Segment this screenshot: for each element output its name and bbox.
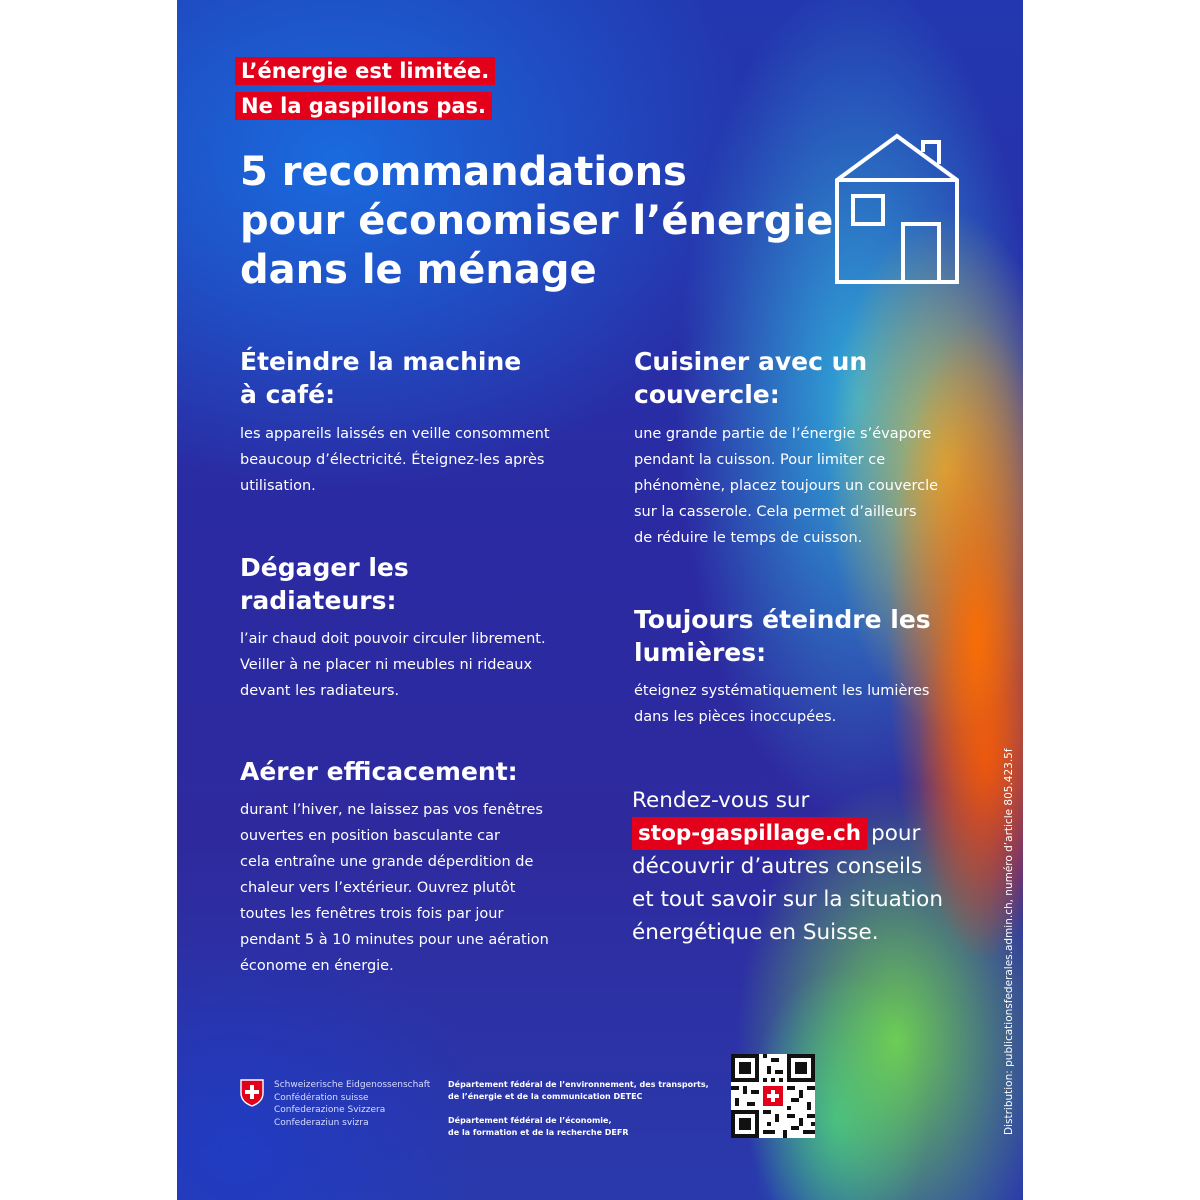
text-line: chaleur vers l’extérieur. Ouvrez plutôt	[240, 880, 516, 896]
heading-line: Dégager les	[240, 553, 409, 582]
tagline-dont-waste: Ne la gaspillons pas.	[235, 92, 492, 120]
department-line: de la formation et de la recherche DEFR	[448, 1128, 629, 1137]
cta-link-line	[632, 817, 972, 850]
text-line: phénomène, placez toujours un couvercle	[634, 478, 939, 494]
text-line: durant l’hiver, ne laissez pas vos fenêtres	[240, 802, 543, 818]
text-line: Veiller à ne placer ni meubles ni rideaux	[240, 657, 533, 673]
text-line: les appareils laissés en veille consomment	[240, 426, 550, 442]
text-line: éteignez systématiquement les lumières	[634, 683, 930, 699]
text-line: sur la casserole. Cela permet d’ailleurs	[634, 504, 917, 520]
heading-line: Toujours éteindre les	[634, 605, 931, 634]
heading-line: radiateurs:	[240, 586, 397, 615]
text-line: cela entraîne une grande déperdition de	[240, 854, 534, 870]
heading-line: Éteindre la machine	[240, 347, 522, 376]
text-line: l’air chaud doit pouvoir circuler librement.	[240, 631, 546, 647]
text-line: devant les radiateurs.	[240, 683, 400, 699]
departments	[448, 1079, 709, 1139]
section-text-couvercle	[634, 421, 938, 551]
department-line: de l’énergie et de la communication DETEC	[448, 1092, 643, 1101]
section-text-lumieres	[634, 678, 929, 730]
house-icon	[835, 132, 959, 286]
text-line: économe en énergie.	[240, 958, 394, 974]
section-heading-cafe	[240, 345, 521, 411]
section-text-aerer	[240, 797, 549, 979]
text-line: utilisation.	[240, 478, 316, 494]
section-heading-couvercle	[634, 345, 867, 411]
title-line: pour économiser l’énergie	[240, 198, 834, 244]
cta-line: découvrir d’autres conseils	[632, 854, 923, 879]
section-text-cafe	[240, 421, 550, 499]
section-heading-lumieres	[634, 603, 931, 669]
text-line: toutes les fenêtres trois fois par jour	[240, 906, 504, 922]
text-line: pendant la cuisson. Pour limiter ce	[634, 452, 886, 468]
org-name: Confédération suisse	[274, 1092, 369, 1103]
heading-line: couvercle:	[634, 380, 780, 409]
section-heading-aerer: Aérer efficacement:	[240, 757, 518, 786]
cta-line: énergétique en Suisse.	[632, 920, 879, 945]
heading-line: lumières:	[634, 638, 767, 667]
qr-code[interactable]	[731, 1054, 815, 1138]
website-link[interactable]: stop-gaspillage.ch	[632, 817, 867, 850]
text-line: une grande partie de l’énergie s’évapore	[634, 426, 932, 442]
call-to-action	[632, 784, 972, 949]
distribution-note: Distribution: publicationsfederales.admin.ch, numéro d’article 805.423.5f	[1003, 748, 1015, 1135]
org-name: Schweizerische Eidgenossenschaft	[274, 1080, 431, 1090]
heading-line: à café:	[240, 380, 336, 409]
org-name: Confederaziun svizra	[274, 1117, 369, 1128]
section-heading-radiateurs	[240, 551, 409, 617]
cta-text: pour	[871, 821, 921, 846]
department-line: Département fédéral de l’environnement, des transports,	[448, 1080, 709, 1089]
heading-line: Cuisiner avec un	[634, 347, 868, 376]
text-line: dans les pièces inoccupées.	[634, 709, 837, 725]
title-line: 5 recommandations	[240, 149, 687, 195]
swiss-flag-icon	[240, 1079, 264, 1107]
text-line: pendant 5 à 10 minutes pour une aération	[240, 932, 549, 948]
page-title	[240, 148, 840, 295]
cta-line: Rendez-vous sur	[632, 788, 810, 813]
text-line: beaucoup d’électricité. Éteignez-les après	[240, 452, 545, 468]
poster	[177, 0, 1023, 1200]
tagline-energy-limited: L’énergie est limitée.	[235, 57, 495, 85]
section-text-radiateurs	[240, 626, 546, 704]
department-line: Département fédéral de l’économie,	[448, 1116, 612, 1125]
title-line: dans le ménage	[240, 247, 597, 293]
cta-line: et tout savoir sur la situation	[632, 887, 943, 912]
text-line: ouvertes en position basculante car	[240, 828, 501, 844]
text-line: de réduire le temps de cuisson.	[634, 530, 863, 546]
org-name: Confederazione Svizzera	[274, 1105, 386, 1115]
confederation-names	[274, 1079, 430, 1129]
